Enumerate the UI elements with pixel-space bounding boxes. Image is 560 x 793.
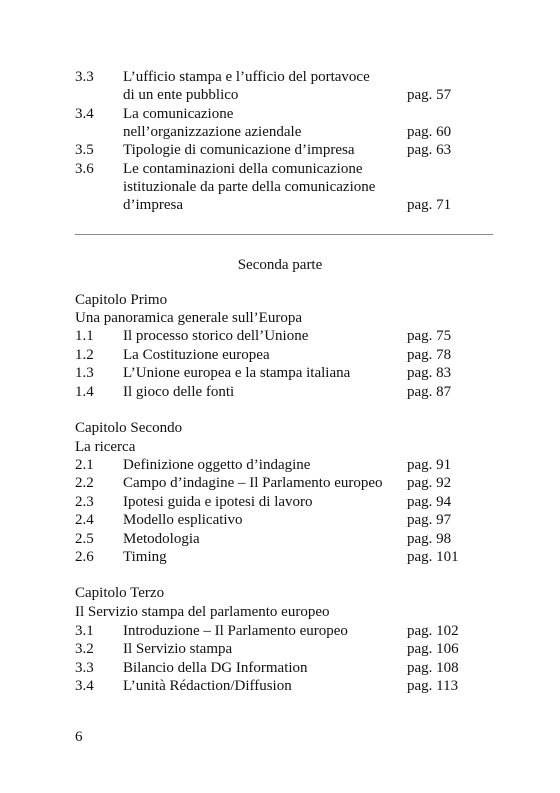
- toc-entry: [75, 456, 475, 474]
- entry-page: pag. 102: [407, 623, 459, 639]
- toc-entry: [75, 383, 475, 401]
- entry-number: 1.2: [75, 347, 94, 363]
- entry-page: pag. 83: [407, 365, 452, 381]
- entry-title: Le contaminazioni della comunicazione: [123, 161, 363, 177]
- chapter-label: Capitolo Secondo: [75, 420, 183, 436]
- entry-title: L’unità Rédaction/Diffusion: [123, 678, 292, 694]
- entry-number: 2.6: [75, 549, 94, 565]
- entry-number: 2.4: [75, 512, 94, 528]
- toc-entry: [75, 123, 475, 141]
- toc-entry: [75, 178, 475, 196]
- entry-page: pag. 78: [407, 347, 452, 363]
- entry-title: La comunicazione: [123, 106, 234, 122]
- toc-entry: [75, 622, 475, 640]
- toc-entry: [75, 474, 475, 492]
- entry-page: pag. 98: [407, 531, 452, 547]
- entry-title: Campo d’indagine – Il Parlamento europeo: [123, 475, 383, 491]
- entry-page: pag. 101: [407, 549, 459, 565]
- entry-title: Tipologie di comunicazione d’impresa: [123, 142, 355, 158]
- toc-entry: [75, 677, 475, 695]
- entry-number: 1.3: [75, 365, 94, 381]
- entry-number: 3.1: [75, 623, 94, 639]
- entry-title: La Costituzione europea: [123, 347, 270, 363]
- entry-number: 3.3: [75, 69, 94, 85]
- toc-entry: [75, 160, 475, 178]
- section-divider: [75, 234, 493, 235]
- toc-entry: [75, 511, 475, 529]
- toc-entry: [75, 493, 475, 511]
- entry-title: Timing: [123, 549, 167, 565]
- entry-title: Il gioco delle fonti: [123, 384, 235, 400]
- chapter-label: Capitolo Terzo: [75, 585, 165, 601]
- entry-number: 1.4: [75, 384, 94, 400]
- entry-page: pag. 113: [407, 678, 459, 694]
- entry-page: pag. 91: [407, 457, 452, 473]
- entry-number: 3.5: [75, 142, 94, 158]
- chapter-subtitle: La ricerca: [75, 439, 136, 455]
- entry-number: 3.4: [75, 678, 94, 694]
- toc-entry: [75, 141, 475, 159]
- entry-number: 2.2: [75, 475, 94, 491]
- entry-page: pag. 71: [407, 197, 452, 213]
- entry-title: istituzionale da parte della comunicazione: [123, 179, 376, 195]
- entry-title: d’impresa: [123, 197, 183, 213]
- entry-page: pag. 106: [407, 641, 459, 657]
- entry-title: Bilancio della DG Information: [123, 660, 308, 676]
- part-heading: Seconda parte: [237, 257, 323, 273]
- toc-entry: [75, 196, 475, 214]
- entry-number: 3.3: [75, 660, 94, 676]
- entry-page: pag. 63: [407, 142, 452, 158]
- toc-entry: [75, 105, 475, 123]
- entry-number: 2.3: [75, 494, 94, 510]
- toc-entry: [75, 530, 475, 548]
- entry-title: Il processo storico dell’Unione: [123, 328, 309, 344]
- toc-entry: [75, 659, 475, 677]
- entry-title: nell’organizzazione aziendale: [123, 124, 302, 140]
- entry-title: di un ente pubblico: [123, 87, 239, 103]
- entry-title: Definizione oggetto d’indagine: [123, 457, 311, 473]
- entry-title: L’Unione europea e la stampa italiana: [123, 365, 351, 381]
- entry-title: Il Servizio stampa: [123, 641, 233, 657]
- entry-title: Modello esplicativo: [123, 512, 243, 528]
- entry-number: 3.4: [75, 106, 94, 122]
- toc-entry: [75, 327, 475, 345]
- entry-number: 1.1: [75, 328, 94, 344]
- entry-title: Metodologia: [123, 531, 200, 547]
- entry-title: Introduzione – Il Parlamento europeo: [123, 623, 348, 639]
- entry-page: pag. 60: [407, 124, 452, 140]
- entry-page: pag. 75: [407, 328, 452, 344]
- entry-page: pag. 87: [407, 384, 452, 400]
- entry-number: 3.2: [75, 641, 94, 657]
- chapter-subtitle: Il Servizio stampa del parlamento europeo: [75, 604, 330, 620]
- entry-page: pag. 94: [407, 494, 452, 510]
- toc-entry: [75, 640, 475, 658]
- chapter-subtitle: Una panoramica generale sull’Europa: [75, 310, 302, 326]
- toc-entry: [75, 548, 475, 566]
- toc-entry: [75, 364, 475, 382]
- entry-title: Ipotesi guida e ipotesi di lavoro: [123, 494, 313, 510]
- entry-page: pag. 92: [407, 475, 452, 491]
- chapter-label: Capitolo Primo: [75, 292, 168, 308]
- entry-page: pag. 108: [407, 660, 459, 676]
- entry-page: pag. 97: [407, 512, 452, 528]
- entry-number: 2.5: [75, 531, 94, 547]
- entry-number: 3.6: [75, 161, 94, 177]
- toc-entry: [75, 346, 475, 364]
- toc-entry: [75, 68, 475, 86]
- entry-page: pag. 57: [407, 87, 452, 103]
- entry-number: 2.1: [75, 457, 94, 473]
- entry-title: L’ufficio stampa e l’ufficio del portavoce: [123, 69, 370, 85]
- toc-entry: [75, 86, 475, 104]
- page-number: 6: [75, 729, 83, 745]
